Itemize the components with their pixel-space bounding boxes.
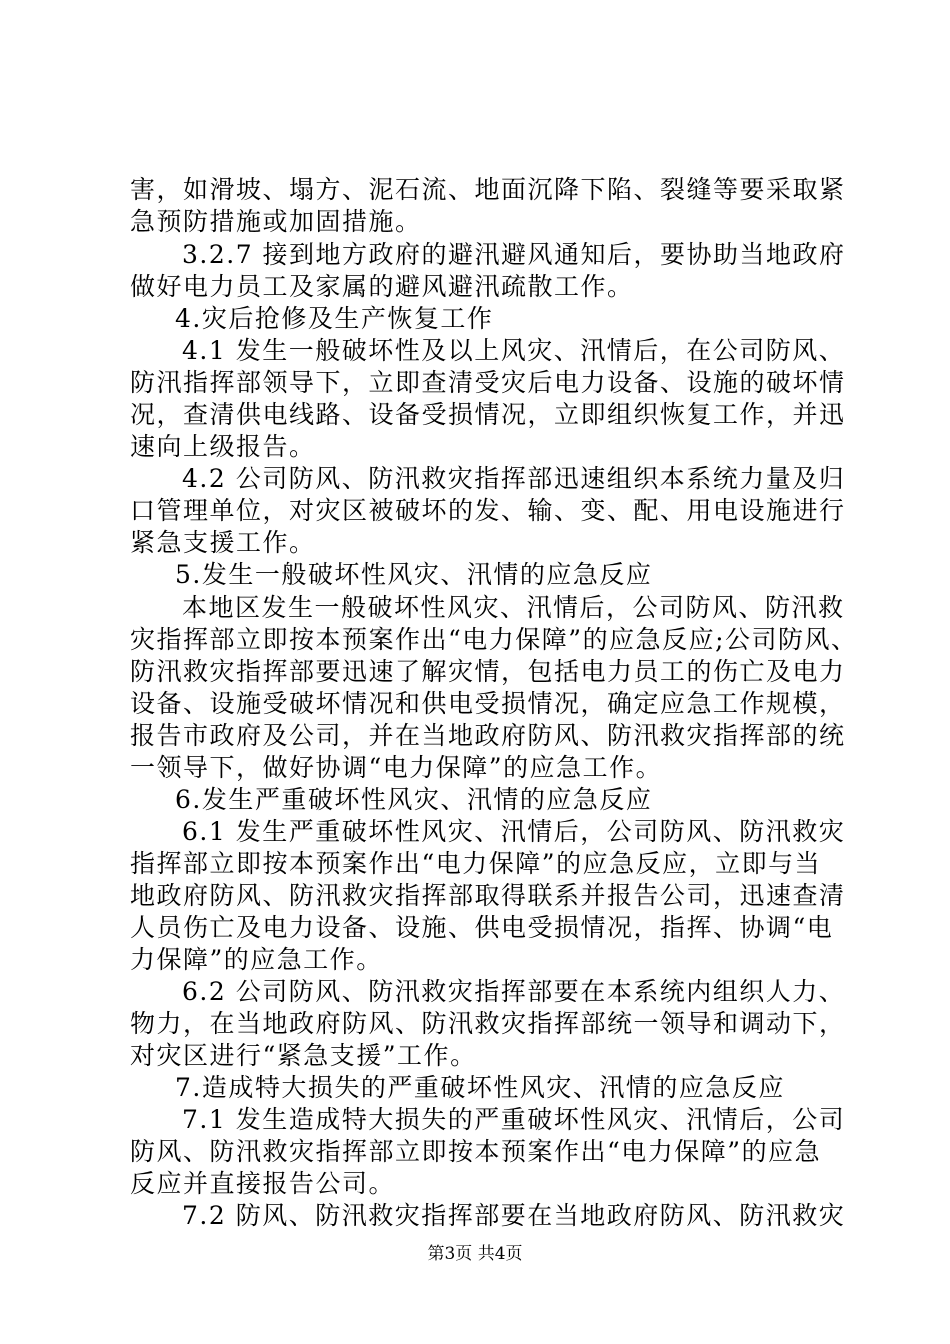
section-heading: 7.造成特大损失的严重破坏性风灾、汛情的应急反应 [175, 1073, 785, 1102]
text-line: 本地区发生一般破坏性风灾、汛情后，公司防风、防汛救 [182, 593, 845, 622]
text-line: 人员伤亡及电力设备、设施、供电受损情况，指挥、协调“电 [130, 913, 834, 942]
text-line: 防汛指挥部领导下，立即查清受灾后电力设备、设施的破坏情 [130, 368, 846, 397]
text-line: 对灾区进行“紧急支援”工作。 [130, 1041, 477, 1070]
text-line: 设备、设施受破坏情况和供电受损情况，确定应急工作规模， [130, 689, 846, 718]
text-line: 7.2 防风、防汛救灾指挥部要在当地政府防风、防汛救灾 [182, 1201, 846, 1230]
text-line: 速向上级报告。 [130, 432, 316, 461]
text-line: 防风、防汛救灾指挥部立即按本预案作出“电力保障”的应急 [130, 1137, 822, 1166]
text-line: 地政府防风、防汛救灾指挥部取得联系并报告公司，迅速查清 [130, 881, 846, 910]
text-line: 报告市政府及公司，并在当地政府防风、防汛救灾指挥部的统 [130, 721, 846, 750]
text-line: 4.1 发生一般破坏性及以上风灾、汛情后，在公司防风、 [182, 336, 846, 365]
page-number-footer: 第3页 共4页 [427, 1244, 523, 1264]
text-line: 4.2 公司防风、防汛救灾指挥部迅速组织本系统力量及归 [182, 464, 846, 493]
text-line: 一领导下，做好协调“电力保障”的应急工作。 [130, 753, 663, 782]
text-line: 物力，在当地政府防风、防汛救灾指挥部统一领导和调动下， [130, 1009, 846, 1038]
text-line: 7.1 发生造成特大损失的严重破坏性风灾、汛情后，公司 [182, 1105, 846, 1134]
text-line: 防汛救灾指挥部要迅速了解灾情，包括电力员工的伤亡及电力 [130, 657, 846, 686]
text-line: 急预防措施或加固措施。 [130, 207, 422, 236]
section-heading: 6.发生严重破坏性风灾、汛情的应急反应 [175, 785, 653, 814]
text-line: 灾指挥部立即按本预案作出“电力保障”的应急反应;公司防风、 [130, 625, 858, 654]
text-line: 害，如滑坡、塌方、泥石流、地面沉降下陷、裂缝等要采取紧 [130, 175, 846, 204]
text-line: 口管理单位，对灾区被破坏的发、输、变、配、用电设施进行 [130, 496, 846, 525]
text-line: 6.2 公司防风、防汛救灾指挥部要在本系统内组织人力、 [182, 977, 846, 1006]
text-line: 力保障”的应急工作。 [130, 945, 383, 974]
text-line: 6.1 发生严重破坏性风灾、汛情后，公司防风、防汛救灾 [182, 817, 846, 846]
text-line: 做好电力员工及家属的避风避汛疏散工作。 [130, 272, 634, 301]
text-line: 反应并直接报告公司。 [130, 1169, 396, 1198]
section-heading: 4.灾后抢修及生产恢复工作 [175, 304, 494, 333]
text-line: 指挥部立即按本预案作出“电力保障”的应急反应，立即与当 [130, 849, 822, 878]
text-line: 紧急支援工作。 [130, 528, 316, 557]
section-heading: 5.发生一般破坏性风灾、汛情的应急反应 [175, 560, 653, 589]
text-line: 况，查清供电线路、设备受损情况，立即组织恢复工作，并迅 [130, 400, 846, 429]
text-line: 3.2.7 接到地方政府的避汛避风通知后，要协助当地政府 [182, 240, 846, 269]
